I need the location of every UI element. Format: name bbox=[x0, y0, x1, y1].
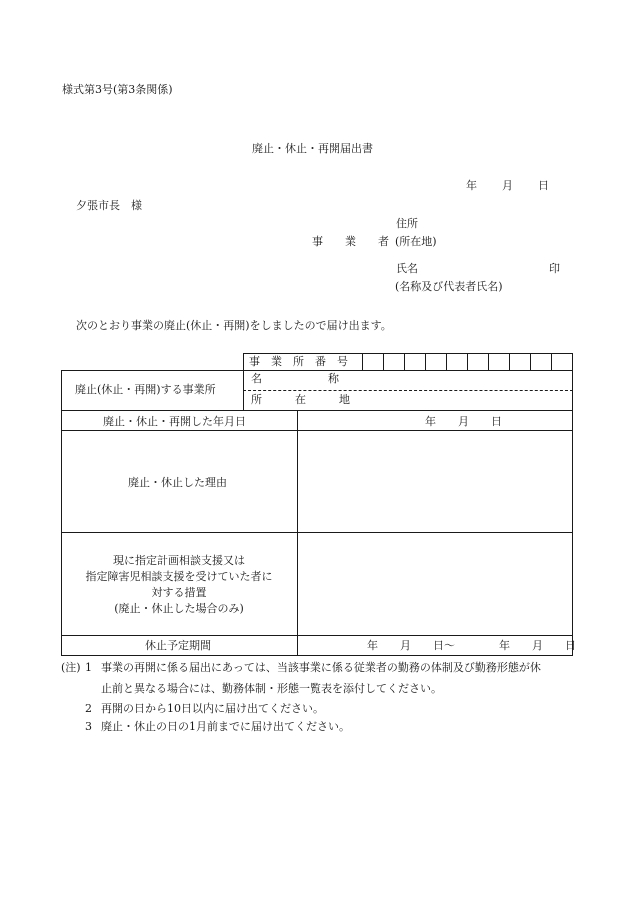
location-label: (所在地) bbox=[395, 235, 437, 248]
period-value: 年 月 日～ 年 月 日 bbox=[367, 639, 576, 652]
digit-box-divider bbox=[488, 353, 489, 370]
digit-box-divider bbox=[425, 353, 426, 370]
digit-box-divider bbox=[530, 353, 531, 370]
intro-text: 次のとおり事業の廃止(休止・再開)をしましたので届け出ます。 bbox=[76, 319, 392, 332]
table-border bbox=[61, 635, 573, 636]
note-line: 止前と異なる場合には、勤務体制・形態一覧表を添付してください。 bbox=[101, 682, 442, 695]
form-number: 様式第3号(第3条関係) bbox=[62, 83, 173, 96]
name-label: 氏名 bbox=[396, 262, 418, 275]
table-border bbox=[61, 430, 573, 431]
measures-label bbox=[61, 553, 297, 617]
date-row-label: 廃止・休止・再開した年月日 bbox=[103, 415, 246, 428]
name-note: (名称及び代表者氏名) bbox=[395, 280, 503, 293]
digit-box-divider bbox=[362, 353, 363, 370]
dashed-divider bbox=[243, 390, 573, 391]
note-number: 1 bbox=[85, 661, 92, 674]
address-label: 住所 bbox=[396, 217, 418, 230]
note-number: 3 bbox=[85, 720, 92, 733]
digit-box-divider bbox=[404, 353, 405, 370]
table-border bbox=[61, 370, 573, 371]
addressee: 夕張市長 様 bbox=[76, 199, 142, 212]
office-row-label: 廃止(休止・再開)する事業所 bbox=[75, 383, 216, 396]
reason-label: 廃止・休止した理由 bbox=[128, 476, 227, 489]
digit-box-divider bbox=[509, 353, 510, 370]
table-border bbox=[61, 655, 573, 656]
table-border bbox=[297, 410, 298, 656]
date-row-value: 年 月 日 bbox=[425, 415, 502, 428]
digit-box-divider bbox=[383, 353, 384, 370]
note-line: 再開の日から10日以内に届け出てください。 bbox=[101, 702, 324, 715]
note-line: 廃止・休止の日の1月前までに届け出てください。 bbox=[101, 720, 350, 733]
date-year-label: 年 bbox=[466, 179, 477, 192]
page-title: 廃止・休止・再開届出書 bbox=[252, 142, 373, 155]
measures-label-line: 現に指定計画相談支援又は bbox=[113, 554, 245, 567]
measures-label-line: (廃止・休止した場合のみ) bbox=[114, 602, 244, 615]
note-line: 事業の再開に係る届出にあっては、当該事業に係る従業者の勤務の体制及び勤務形態が休 bbox=[101, 661, 541, 674]
date-month-label: 月 bbox=[502, 179, 513, 192]
office-location-label: 所 在 地 bbox=[251, 393, 350, 406]
period-label: 休止予定期間 bbox=[145, 639, 211, 652]
office-number-label: 事 業 所 番 号 bbox=[249, 355, 348, 368]
digit-box-divider bbox=[446, 353, 447, 370]
table-border bbox=[572, 353, 573, 656]
table-border bbox=[61, 532, 573, 533]
digit-box-divider bbox=[467, 353, 468, 370]
digit-box-divider bbox=[551, 353, 552, 370]
table-border bbox=[243, 353, 573, 354]
measures-label-line: 指定障害児相談支援を受けていた者に bbox=[85, 570, 273, 583]
seal-mark: 印 bbox=[549, 262, 560, 275]
note-number: 2 bbox=[85, 702, 92, 715]
table-border bbox=[243, 353, 244, 410]
notes-prefix: (注) bbox=[61, 661, 81, 674]
office-name-label: 名 称 bbox=[251, 372, 339, 385]
table-border bbox=[61, 410, 573, 411]
measures-label-line: 対する措置 bbox=[151, 586, 207, 599]
form-table bbox=[61, 353, 576, 656]
date-day-label: 日 bbox=[538, 179, 549, 192]
business-label: 事 業 者 bbox=[312, 235, 389, 248]
